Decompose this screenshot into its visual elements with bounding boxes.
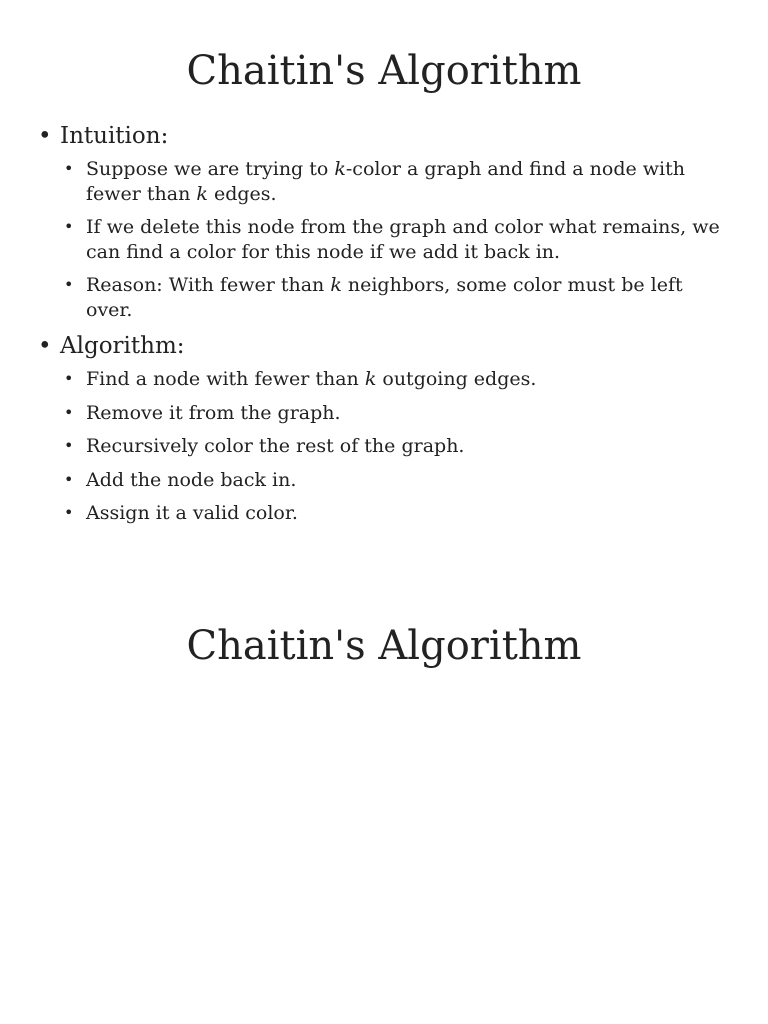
sub-bullet-text: Assign it a valid color. [86,502,298,524]
sub-bullet-list [60,157,768,322]
bullet-icon: • [38,333,52,359]
sub-bullet-text: Add the node back in. [86,468,297,491]
sub-bullet-text: Find a node with fewer than k outgoing edges. [86,368,537,390]
math-variable: k [330,274,342,296]
math-variable: k [364,368,377,390]
sub-bullet-icon: • [64,275,74,294]
sub-bullet-icon: • [64,159,74,178]
sub-bullet-item [60,367,724,392]
bullet-list [0,121,768,535]
sub-bullet-icon: • [64,469,74,489]
sub-bullet-text: Recursively color the rest of the graph. [86,435,465,457]
sub-bullet-icon: • [64,436,74,455]
sub-bullet-text: Reason: With fewer than k neighbors, some color must be left over. [86,274,683,321]
math-variable: k [196,182,208,205]
sub-bullet-item [60,401,724,426]
sub-bullet-item [60,157,724,206]
slide-title: Chaitin's Algorithm [186,48,582,94]
slide-2 [0,590,768,1024]
math-variable: k [334,158,346,180]
sub-bullet-icon: • [64,369,74,388]
bullet-item-intuition [0,121,768,322]
sub-bullet-item [60,468,724,493]
sub-bullet-item [60,273,724,322]
sub-bullet-text: Remove it from the graph. [86,401,341,424]
sub-bullet-icon: • [64,402,74,422]
sub-bullet-item [60,215,724,264]
sub-bullet-item [60,501,724,526]
bullet-icon: • [38,123,52,149]
sub-bullet-list [60,367,768,526]
slide-title: Chaitin's Algorithm [186,623,582,669]
sub-bullet-text: Suppose we are trying to k-color a graph and find a node with fewer than k edges. [86,158,685,205]
bullet-heading: Intuition: [60,123,169,149]
sub-bullet-icon: • [64,217,74,236]
sub-bullet-item [60,434,724,459]
sub-bullet-text: If we delete this node from the graph and color what remains, we can find a color for this node if we add it back in. [86,216,720,263]
bullet-item-algorithm [0,331,768,526]
bullet-heading: Algorithm: [60,333,185,359]
sub-bullet-icon: • [64,503,74,522]
